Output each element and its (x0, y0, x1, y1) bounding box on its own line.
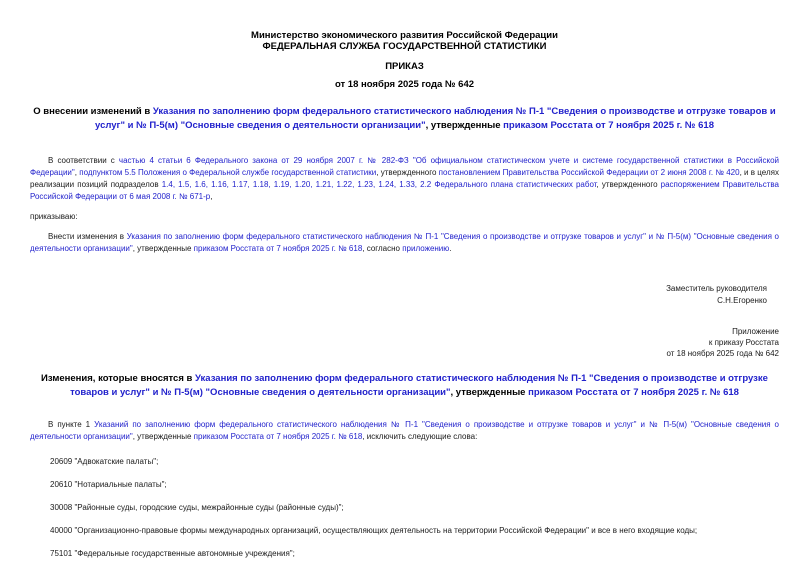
text-segment: , утвержденные (132, 432, 194, 441)
header-agency: ФЕДЕРАЛЬНАЯ СЛУЖБА ГОСУДАРСТВЕННОЙ СТАТИСТИКИ (262, 41, 547, 52)
text-segment: , исключить следующие слова: (362, 432, 478, 441)
text-segment: , утвержденного (376, 168, 439, 177)
doc-link[interactable]: 1.4, 1.5, 1.6, 1.16, 1.17, 1.18, 1.19, 1.20, 1.21, 1.22, 1.23, 1.24, 1.33, 2.2 Федерального плана статистических работ (161, 180, 597, 189)
doc-link[interactable]: постановлением Правительства Российской Федерации от 2 июня 2008 г. № 420 (438, 168, 740, 177)
doc-date: от 18 ноября 2025 года № 642 (334, 79, 475, 90)
text-segment: Изменения, которые вносятся в (41, 373, 195, 384)
text-segment: О внесении изменений в (33, 106, 153, 117)
excluded-code-item: 40000 "Организационно-правовые формы международных организаций, осуществляющих деятельность на территории Российской Федерации" и все в него входящие коды; (50, 526, 698, 535)
doc-title (30, 105, 779, 133)
signature-name: С.Н.Егоренко (717, 295, 767, 305)
order-word: приказываю: (30, 212, 78, 221)
excluded-code-item: 20609 "Адвокатские палаты"; (50, 457, 159, 466)
text-segment: , утвержденные (450, 387, 529, 398)
doc-link[interactable]: приказом Росстата от 7 ноября 2025 г. № 618 (193, 244, 363, 253)
signature-position: Заместитель руководителя (666, 284, 767, 293)
text-segment: , (74, 168, 80, 177)
doc-link[interactable]: приказом Росстата от 7 ноября 2025 г. № 618 (528, 387, 739, 398)
doc-link[interactable]: Указания по заполнению форм федерального статистического наблюдения № П-1 "Сведения о производстве и отгрузке товаров и услуг" и № П-5(м) "Основные сведения о деятельности организации" (70, 373, 768, 398)
text-segment: В пункте 1 (48, 420, 95, 429)
text-segment: . (449, 244, 452, 253)
text-segment: , утвержденные (425, 120, 504, 131)
text-segment: , утвержденного (596, 180, 661, 189)
amendments-paragraph (30, 419, 779, 443)
text-segment: , и в целях реализации позиций подразделов (30, 168, 779, 189)
doc-link[interactable]: Указания по заполнению форм федерального статистического наблюдения № П-1 "Сведения о производстве и отгрузке товаров и услуг" и № П-5(м) "Основные сведения о деятельности организации" (30, 232, 779, 253)
doc-link[interactable]: подпунктом 5.5 Положения о Федеральной службе государственной статистики (79, 168, 377, 177)
excluded-code-item: 20610 "Нотариальные палаты"; (50, 480, 167, 489)
appendix-date: от 18 ноября 2025 года № 642 (666, 349, 779, 358)
header-ministry: Министерство экономического развития Российской Федерации (251, 30, 558, 41)
doc-link[interactable]: приказом Росстата от 7 ноября 2025 г. № 618 (503, 120, 714, 131)
excluded-code-item: 75101 "Федеральные государственные автономные учреждения"; (50, 549, 295, 558)
doc-link[interactable]: Указания по заполнению форм федерального статистического наблюдения № П-1 "Сведения о производстве и отгрузке товаров и услуг" и № П-5(м) "Основные сведения о деятельности организации" (95, 106, 776, 131)
appendix-block (30, 326, 779, 359)
doc-link[interactable]: распоряжением Правительства Российской Федерации от 6 мая 2008 г. № 671-р (30, 180, 779, 201)
appendix-ref: к приказу Росстата (708, 338, 779, 347)
text-segment: В соответствии с (48, 156, 119, 165)
doc-link[interactable]: приказом Росстата от 7 ноября 2025 г. № 618 (193, 432, 363, 441)
doc-link[interactable]: Указаний по заполнению форм федерального статистического наблюдения № П-1 "Сведения о производстве и отгрузке товаров и услуг" и № П-5(м) "Основные сведения о деятельности организации" (30, 420, 779, 441)
doc-type: ПРИКАЗ (385, 61, 424, 72)
text-segment: , (210, 192, 213, 201)
text-segment: , согласно (362, 244, 403, 253)
signature-block (30, 283, 779, 306)
doc-link[interactable]: частью 4 статьи 6 Федерального закона от 29 ноября 2007 г. № 282-ФЗ "Об официальном статистическом учете и системе государственной статистики в Российской Федерации" (30, 156, 779, 177)
appendix-label: Приложение (732, 327, 779, 336)
text-segment: , утвержденные (132, 244, 194, 253)
doc-link[interactable]: приложению (402, 244, 450, 253)
amendments-heading (30, 372, 779, 400)
preamble-paragraph (30, 155, 779, 203)
order-paragraph (30, 231, 779, 255)
excluded-code-item: 30008 "Районные суды, городские суды, межрайонные суды (районные суды)"; (50, 503, 344, 512)
text-segment: Внести изменения в (48, 232, 127, 241)
